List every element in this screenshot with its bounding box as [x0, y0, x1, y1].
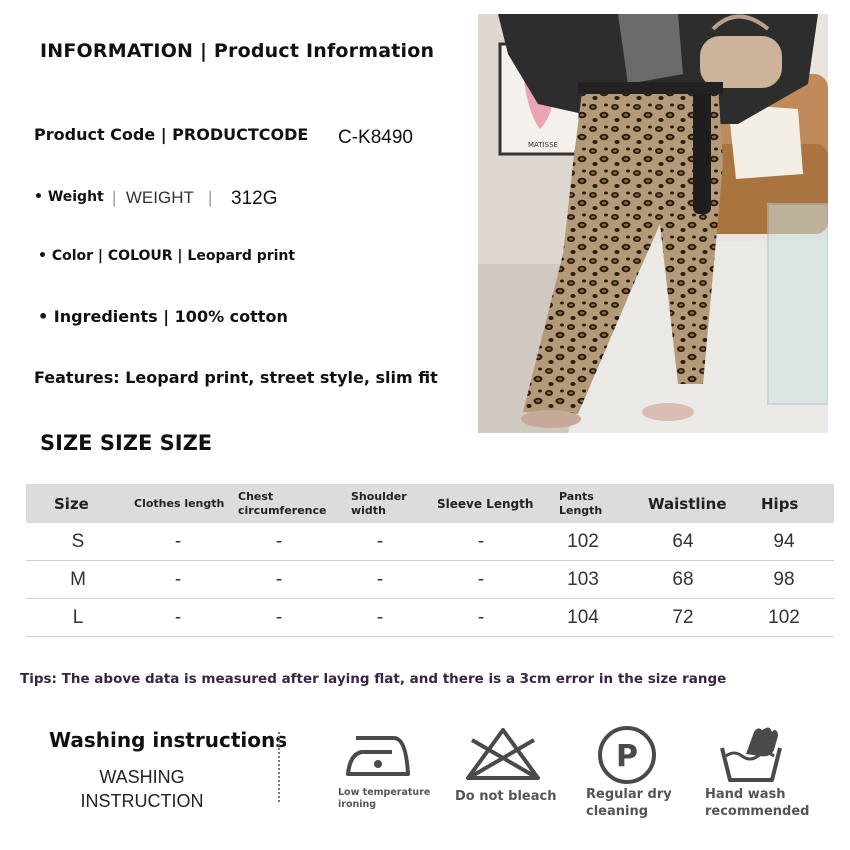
low-temperature-iron-caption-line1: Low temperature — [338, 787, 431, 798]
table-cell: - — [477, 568, 485, 590]
weight-separator-2: | — [208, 188, 213, 207]
size-table-header — [26, 484, 834, 523]
tips-text: Tips: The above data is measured after laying flat, and there is a 3cm error in the size range — [20, 671, 727, 687]
ingredients-line: • Ingredients | 100% cotton — [38, 307, 288, 326]
header-chest-circumference: Chest circumference — [238, 489, 327, 517]
hand-wash-caption — [705, 786, 809, 820]
dry-clean-caption — [586, 786, 672, 820]
size-table — [26, 484, 834, 637]
weight-unit-label — [112, 188, 212, 208]
table-cell: - — [174, 606, 182, 628]
table-cell: - — [477, 606, 485, 628]
product-code-value: C-K8490 — [338, 127, 413, 148]
washing-title: Washing instructions — [49, 728, 288, 752]
table-cell: 68 — [672, 568, 694, 590]
table-cell: S — [71, 530, 85, 552]
table-cell: 98 — [773, 568, 795, 590]
header-waistline: Waistline — [648, 494, 727, 513]
washing-subtitle-line1: WASHING — [99, 767, 185, 787]
table-cell: 64 — [672, 530, 694, 552]
weight-unit-text: WEIGHT — [125, 188, 194, 207]
washing-subtitle-line2: INSTRUCTION — [80, 791, 204, 811]
header-pants-length: Pants Length — [559, 489, 603, 517]
weight-label: • Weight — [34, 189, 104, 205]
header-size: Size — [54, 494, 89, 513]
low-temperature-iron-icon — [344, 730, 412, 782]
table-cell: 94 — [773, 530, 795, 552]
product-code-label: Product Code | PRODUCTCODE — [34, 125, 309, 144]
table-cell: - — [376, 606, 384, 628]
hand-wash-caption-line1: Hand wash — [705, 787, 786, 802]
table-cell: L — [72, 606, 84, 628]
weight-value: 312G — [231, 188, 278, 209]
table-cell: - — [275, 530, 283, 552]
dry-clean-icon — [596, 724, 658, 786]
table-cell: 102 — [567, 530, 599, 552]
low-temperature-iron-caption-line2: ironing — [338, 799, 377, 810]
table-cell: - — [376, 530, 384, 552]
product-photo — [478, 14, 828, 433]
table-cell: M — [70, 568, 86, 590]
product-photo-illustration — [478, 14, 828, 433]
header-sleeve-length: Sleeve Length — [437, 496, 534, 511]
table-cell: - — [174, 530, 182, 552]
header-hips: Hips — [761, 494, 799, 513]
do-not-bleach-caption: Do not bleach — [455, 789, 557, 804]
header-clothes-length: Clothes length — [134, 497, 225, 510]
table-row-m — [26, 561, 834, 599]
table-cell: 104 — [567, 606, 599, 628]
table-row-s — [26, 523, 834, 561]
color-line: • Color | COLOUR | Leopard print — [38, 248, 296, 264]
size-heading: SIZE SIZE SIZE — [40, 431, 213, 455]
info-heading: INFORMATION | Product Information — [40, 40, 435, 62]
table-cell: - — [174, 568, 182, 590]
low-temperature-iron-caption — [338, 787, 430, 811]
dry-clean-caption-line1: Regular dry — [586, 787, 672, 802]
table-cell: - — [275, 568, 283, 590]
table-cell: - — [376, 568, 384, 590]
hand-wash-icon — [716, 724, 786, 786]
washing-subtitle — [70, 765, 214, 813]
table-cell: - — [477, 530, 485, 552]
header-shoulder-width: Shoulder width — [351, 489, 407, 517]
dry-clean-symbol: P — [616, 739, 638, 774]
table-row-l — [26, 599, 834, 637]
poster-text: MATISSE — [528, 141, 558, 149]
features-line: Features: Leopard print, street style, slim fit — [34, 368, 438, 387]
table-cell: - — [275, 606, 283, 628]
divider — [278, 732, 280, 802]
table-cell: 102 — [768, 606, 800, 628]
hand-wash-caption-line2: recommended — [705, 804, 810, 819]
dry-clean-caption-line2: cleaning — [586, 804, 649, 819]
table-cell: 72 — [672, 606, 694, 628]
table-cell: 103 — [567, 568, 599, 590]
weight-separator-1: | — [112, 188, 117, 207]
do-not-bleach-icon — [464, 726, 542, 784]
